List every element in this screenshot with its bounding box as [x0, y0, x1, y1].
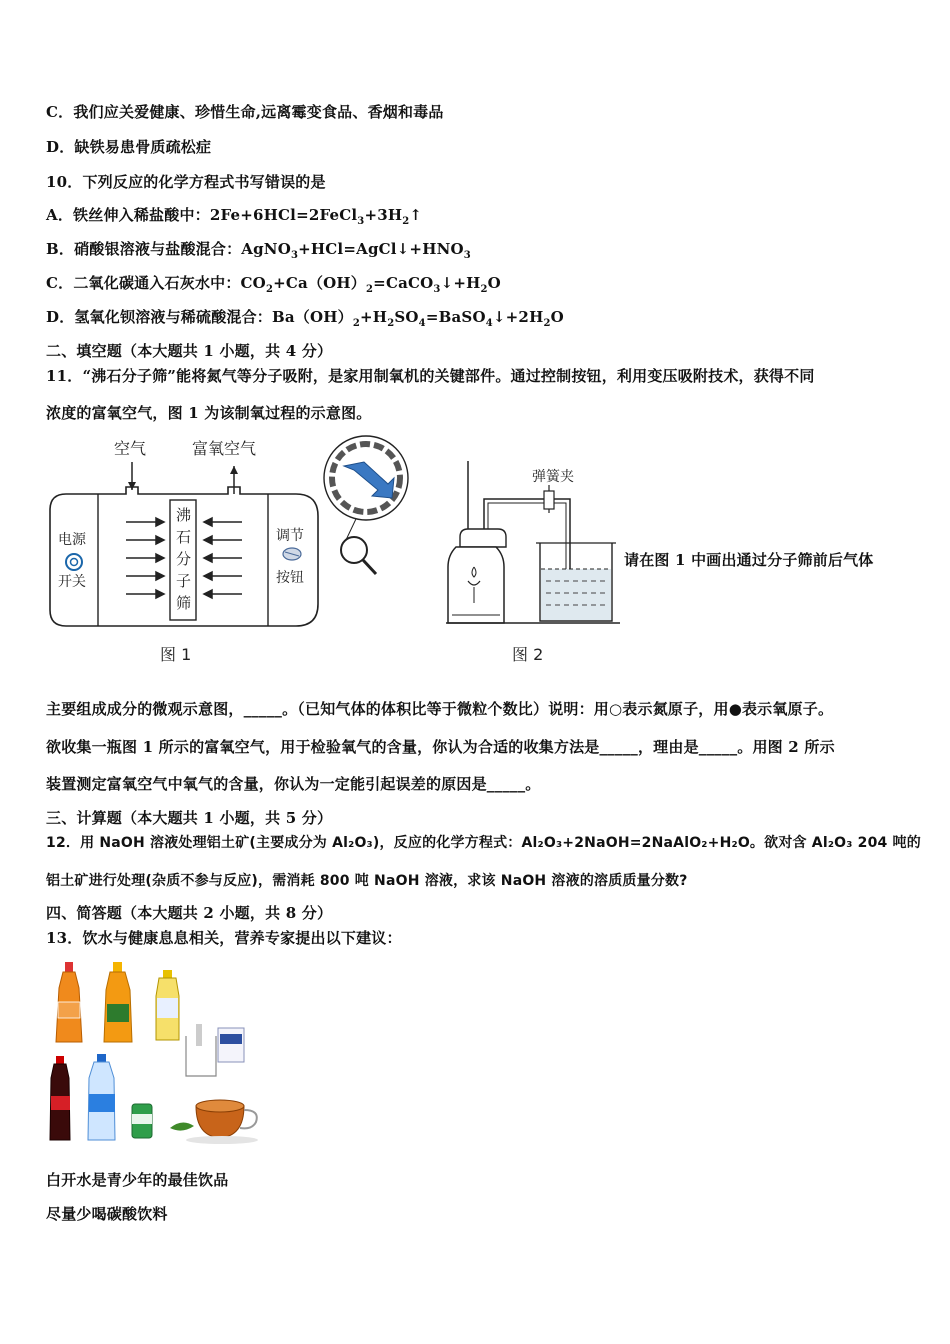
fig1-magnifier-icon	[341, 537, 367, 563]
q10b-part2: +HCl=AgCl↓+HNO	[298, 240, 464, 258]
suggestion-2: 尽量少喝碳酸饮料	[46, 1205, 168, 1223]
q10d-sub3: 4	[418, 318, 426, 329]
fig1-adjust-label: 调节	[276, 528, 304, 544]
fig1-sieve-char-1: 沸	[176, 506, 192, 524]
soda-can-icon	[132, 1104, 152, 1138]
q10d-sub4: 4	[485, 318, 493, 329]
q10c-part3: =CaCO	[373, 274, 434, 292]
q10a-sub2: 2	[402, 216, 410, 227]
q10c-sub4: 2	[480, 284, 488, 295]
q10-stem: 10．下列反应的化学方程式书写错误的是	[46, 173, 326, 191]
q13-stem: 13．饮水与健康息息相关，营养专家提出以下建议：	[46, 929, 402, 947]
q11-line3: 主要组成成分的微观示意图，_____。（已知气体的体积比等于微粒个数比）说明：用○表示氮原子，用●表示氧原子。	[46, 700, 834, 718]
q10-option-b	[46, 238, 471, 261]
water-bottle-icon	[88, 1054, 115, 1140]
orange-juice-bottle-icon	[104, 962, 132, 1042]
q10-option-c	[46, 272, 501, 295]
q11-side-text: 请在图 1 中画出通过分子筛前后气体	[624, 551, 874, 569]
q10b-part: B．硝酸银溶液与盐酸混合：AgNO	[46, 240, 291, 258]
fig2-spring-clip-icon	[544, 491, 554, 509]
juice-drink-bottle-icon	[156, 970, 179, 1040]
q12-line2: 铝土矿进行处理(杂质不参与反应)，需消耗 800 吨 NaOH 溶液，求该 NaOH 溶液的溶质质量分数?	[46, 873, 688, 889]
q10d-part2: +H	[360, 308, 388, 326]
fig1-air-label: 空气	[114, 439, 147, 458]
fig1-sieve-char-5: 筛	[176, 594, 192, 612]
q10a-part2: +3H	[364, 206, 403, 224]
tea-cup-icon	[170, 1100, 258, 1144]
figure-2-measurement-apparatus	[440, 455, 620, 672]
q11-line4: 欲收集一瓶图 1 所示的富氧空气，用于检验氧气的含量，你认为合适的收集方法是_____，理由是_____。用图 2 所示	[46, 738, 835, 756]
fig2-clip-label: 弹簧夹	[532, 469, 574, 485]
q10d-part6: O	[550, 308, 564, 326]
section-4-heading: 四、简答题（本大题共 2 小题，共 8 分）	[46, 904, 333, 922]
orange-soda-bottle-icon	[56, 962, 82, 1042]
q10c-part: C．二氧化碳通入石灰水中：CO	[46, 274, 266, 292]
section-3-heading: 三、计算题（本大题共 1 小题，共 5 分）	[46, 809, 333, 827]
cola-bottle-icon	[50, 1056, 70, 1140]
fig1-switch-label: 开关	[58, 574, 86, 590]
fig2-caption: 图 2	[512, 645, 544, 664]
q10d-part4: =BaSO	[425, 308, 486, 326]
fig2-beaker-water	[541, 569, 611, 620]
q10c-sub1: 2	[265, 284, 274, 295]
fig1-sieve-char-4: 子	[176, 572, 192, 590]
q10c-part5: O	[487, 274, 501, 292]
q12-line1: 12．用 NaOH 溶液处理铝土矿(主要成分为 Al₂O₃)，反应的化学方程式：Al₂O₃+2NaOH=2NaAlO₂+H₂O。欲对含 Al₂O₃ 204 吨的	[46, 835, 921, 851]
q10c-part2: +Ca（OH）	[273, 274, 366, 292]
fig1-sieve-char-3: 分	[176, 550, 192, 568]
milk-carton-icon	[186, 1024, 244, 1076]
q10d-sub5: 2	[543, 318, 551, 329]
q9-option-c: C．我们应关爱健康、珍惜生命,远离霉变食品、香烟和毒品	[46, 103, 444, 121]
q10c-sub3: 3	[433, 284, 441, 295]
fig1-power-icon	[66, 554, 82, 570]
drinks-picture	[46, 958, 278, 1150]
q10d-part5: ↓+2H	[492, 308, 544, 326]
q11-line1: 11．“沸石分子筛”能将氮气等分子吸附，是家用制氧机的关键部件。通过控制按钮，利用变压吸附技术，获得不同	[46, 367, 815, 385]
section-2-heading: 二、填空题（本大题共 1 小题，共 4 分）	[46, 342, 333, 360]
figure-1-oxygen-generator	[46, 432, 436, 672]
fig1-power-label: 电源	[58, 532, 86, 548]
q10a-part3: ↑	[409, 206, 423, 224]
q10a-sub1: 3	[357, 216, 365, 227]
q10d-sub1: 2	[352, 318, 361, 329]
q10a-part: A．铁丝伸入稀盐酸中：2Fe+6HCl=2FeCl	[46, 206, 358, 224]
q10b-sub1: 3	[290, 250, 299, 261]
fig1-button-label: 按钮	[276, 570, 304, 586]
q10d-part3: SO	[394, 308, 419, 326]
q10d-part: D．氢氧化钡溶液与稀硫酸混合：Ba（OH）	[46, 308, 353, 326]
q11-line5: 装置测定富氧空气中氧气的含量，你认为一定能引起误差的原因是_____。	[46, 775, 541, 793]
q9-option-d: D．缺铁易患骨质疏松症	[46, 138, 212, 156]
fig1-sieve-char-2: 石	[176, 528, 192, 546]
q11-line2: 浓度的富氧空气，图 1 为该制氧过程的示意图。	[46, 404, 372, 422]
fig1-oxygen-air-label: 富氧空气	[192, 439, 257, 458]
suggestion-1: 白开水是青少年的最佳饮品	[46, 1171, 229, 1189]
q10c-sub2: 2	[366, 284, 374, 295]
q10d-sub2: 2	[387, 318, 395, 329]
fig1-caption: 图 1	[160, 645, 192, 664]
q10-option-d	[46, 306, 564, 329]
q10b-sub2: 3	[463, 250, 471, 261]
q10-option-a	[46, 204, 422, 227]
q10c-part4: ↓+H	[440, 274, 481, 292]
